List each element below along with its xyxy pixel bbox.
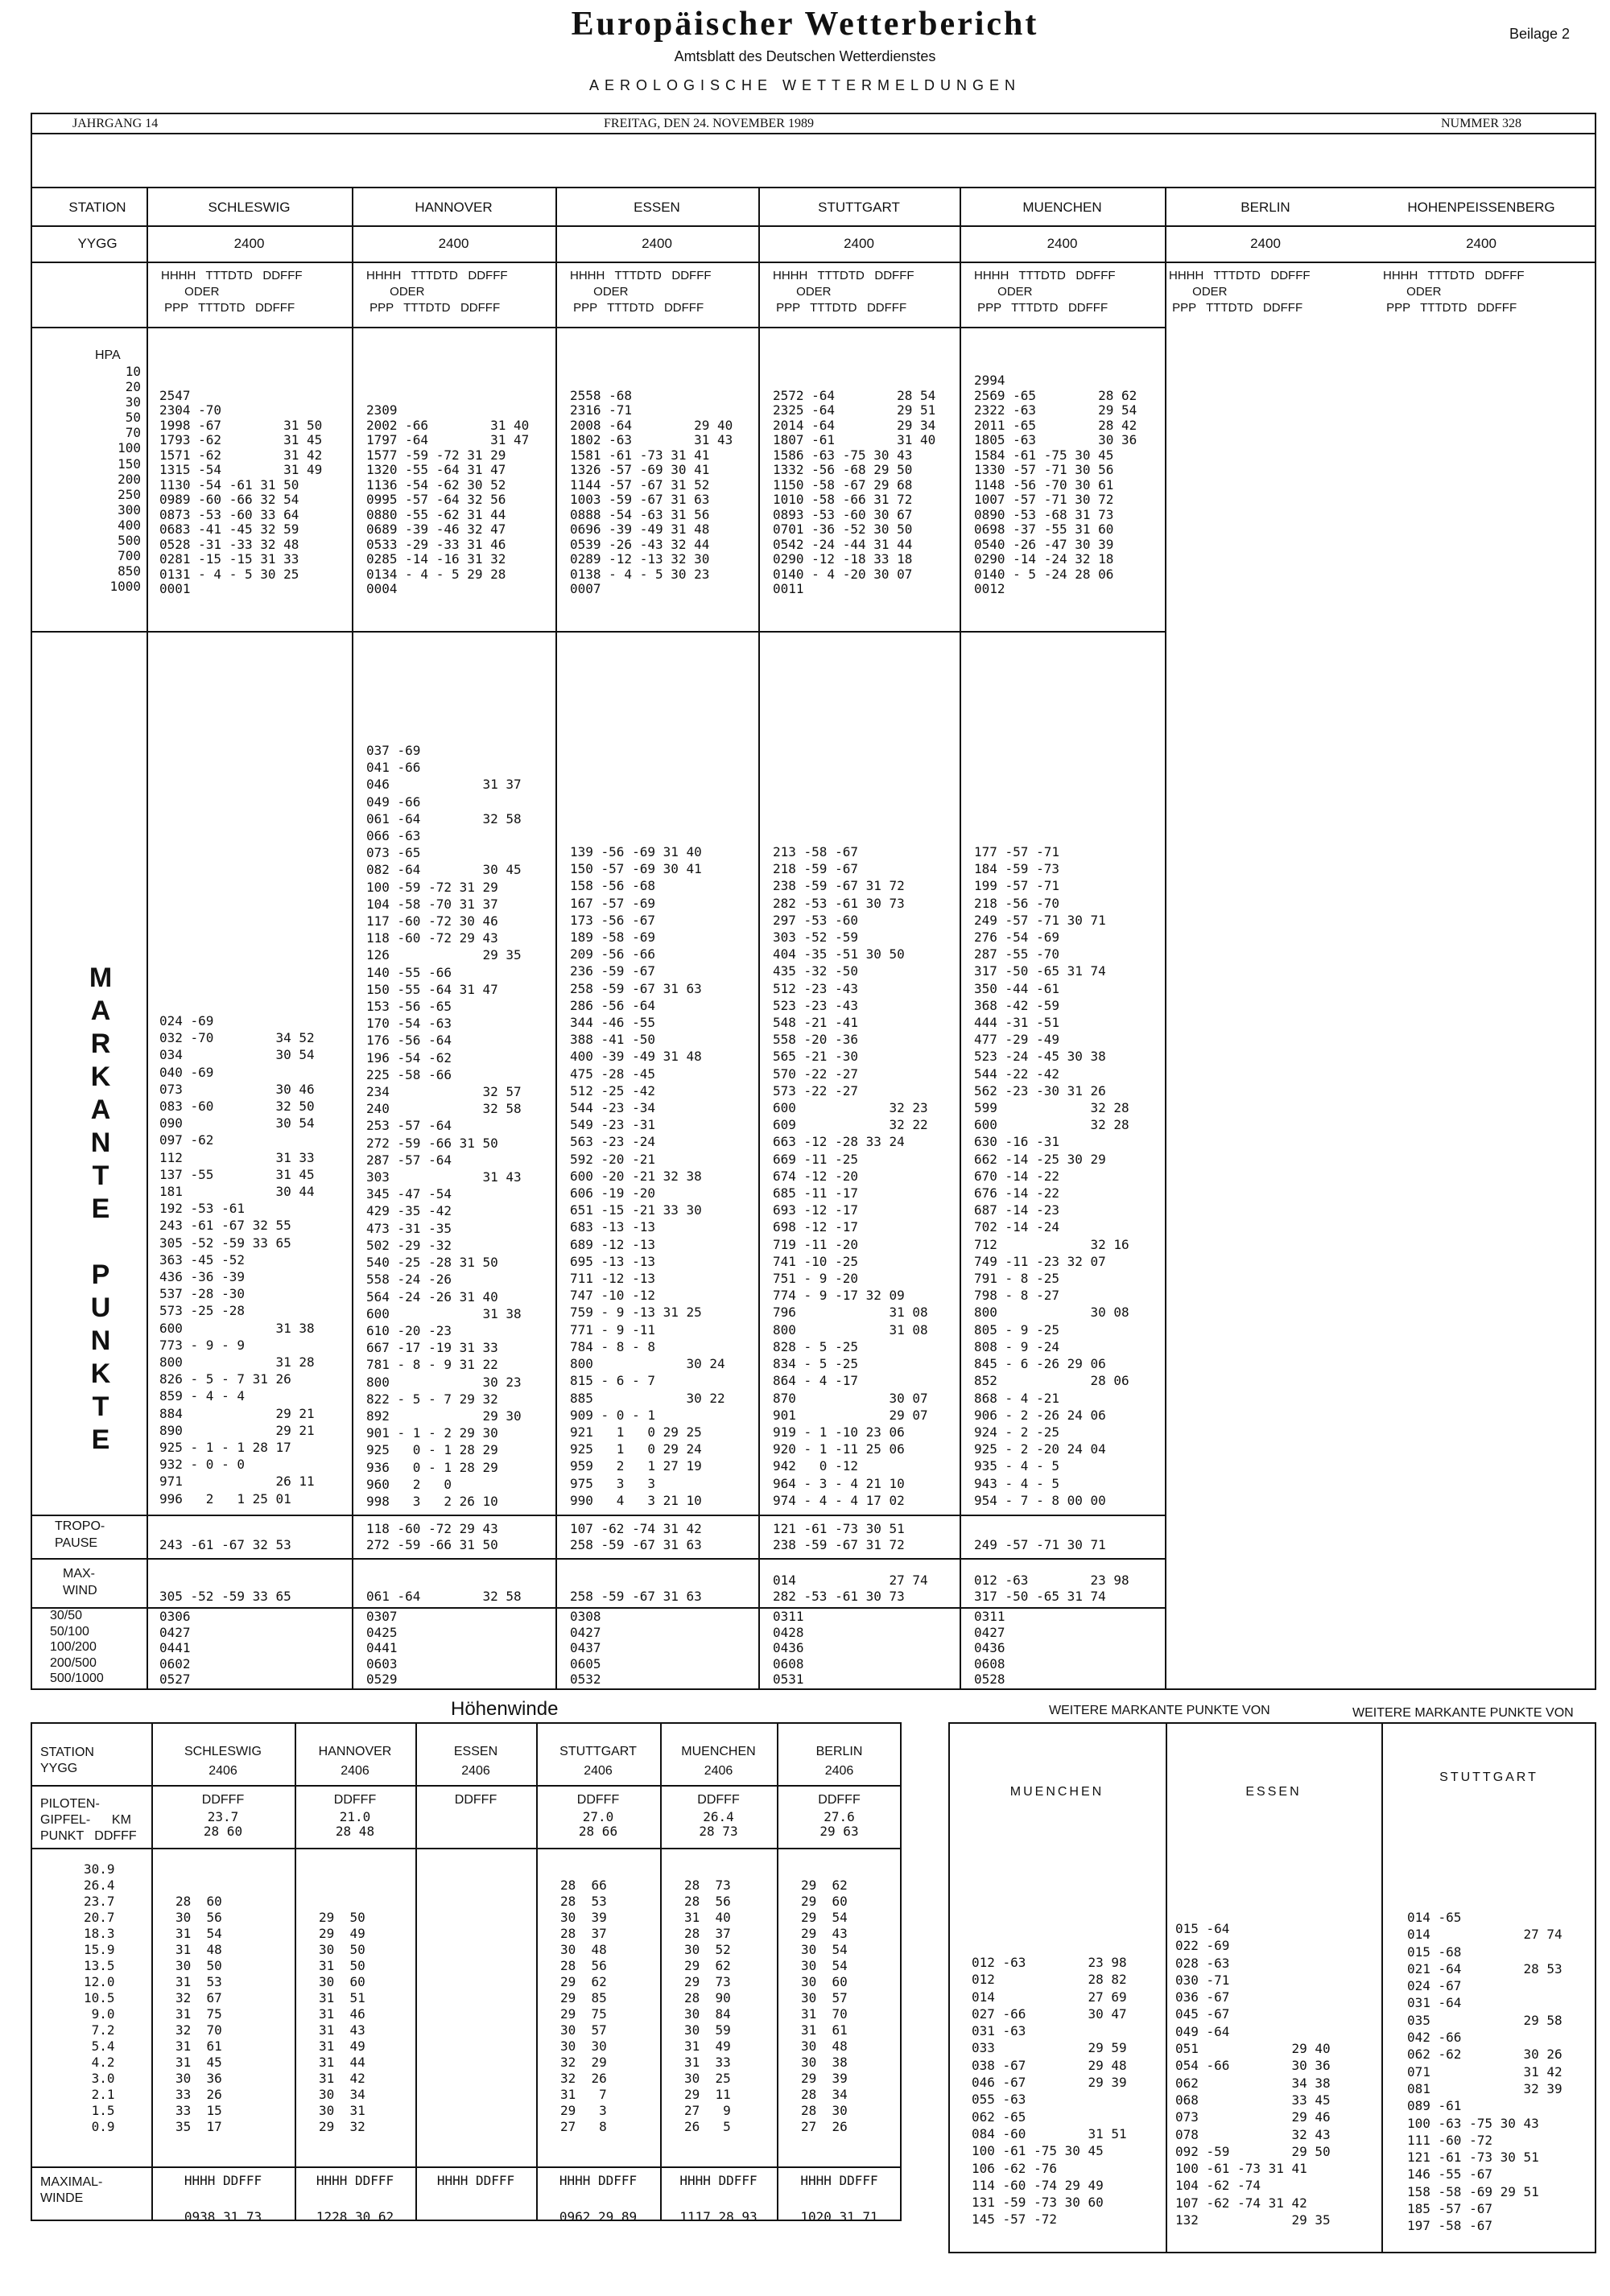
column-subheader: HHHH TTTDTD DDFFF ODER PPP TTTDTD DDFFF — [974, 269, 1116, 315]
hw-station-yygg: 2406 — [824, 1764, 854, 1778]
markante-punkte-label — [85, 962, 117, 1457]
maxwind-stuttgart: 014 27 74 282 -53 -61 30 73 — [773, 1573, 928, 1604]
hw-station-name: BERLIN — [815, 1745, 863, 1758]
hw-pilot-km: 21.0 — [339, 1809, 371, 1824]
hw-column-data: 28 73 28 56 31 40 28 37 30 52 29 62 29 73 28 90 30 84 30 59 31 49 31 33 30 25 29 11 27 9 26 5 — [684, 1878, 731, 2134]
hw-pilot-km: 26.4 — [703, 1809, 734, 1824]
hw-maximal-value: 0938 31 73 — [184, 2209, 262, 2224]
beilage-label: Beilage 2 — [1509, 26, 1570, 42]
weitere-station-name: ESSEN — [1245, 1785, 1302, 1799]
station-name: MUENCHEN — [1022, 200, 1102, 215]
hw-station-name: HANNOVER — [318, 1745, 392, 1758]
station-label: STATION — [68, 200, 126, 215]
station-name: STUTTGART — [818, 200, 900, 215]
hw-station-name: SCHLESWIG — [184, 1745, 262, 1758]
weitere-essen-data: 015 -64 022 -69 028 -63 030 -71 036 -67 045 -67 049 -64 051 29 40 054 -66 30 36 062 34 38 068 33 45 073 29 46 078 32 43 092 -59 29 50 100 -61 -73 31 41 104 -62 -74 107 -62 -74 31 42 132 29 35 — [1175, 1921, 1331, 2228]
hw-pilot-km: 27.0 — [582, 1809, 614, 1824]
hw-station-yygg: 2406 — [461, 1764, 490, 1778]
hw-ddfff-label: DDFFF — [201, 1793, 245, 1807]
markante-letter: T — [92, 1391, 109, 1422]
markante-letter — [85, 1226, 117, 1259]
markante-stuttgart: 213 -58 -67 218 -59 -67 238 -59 -67 31 72 282 -53 -61 30 73 297 -53 -60 303 -52 -59 404 -35 -51 30 50 435 -32 -50 512 -23 -43 523 -23 -43 548 -21 -41 558 -20 -36 565 -21 -30 570 -22 -27 573 -22 -27 600 32 23 609 32 22 663 -12 -28 33 24 669 -11 -25 674 -12 -20 685 -11 -17 693 -12 -17 698 -12 -17 719 -11 -20 741 -10 -25 751 - 9 -20 774 - 9 -17 32 09 796 31 08 800 31 08 828 - 5 -25 834 - 5 -25 864 - 4 -17 870 30 07 901 29 07 919 - 1 -10 23 06 920 - 1 -11 25 06 942 0 -12 964 - 3 - 4 21 10 974 - 4 - 4 17 02 — [773, 844, 928, 1508]
hw-pilot-top: 28 66 — [578, 1824, 618, 1839]
yygg-value: 2400 — [1250, 236, 1281, 251]
hw-maximal-header: HHHH DDFFF — [800, 2173, 878, 2188]
markante-letter: E — [91, 1193, 110, 1224]
maxwind-schleswig: 305 -52 -59 33 65 — [159, 1589, 291, 1604]
hw-pilot-km: 27.6 — [824, 1809, 855, 1824]
hw-ddfff-label: DDFFF — [697, 1793, 740, 1807]
hw-maximal-value: 0962 29 89 — [559, 2209, 638, 2224]
hw-maximal-value: 1020 31 71 — [800, 2209, 878, 2224]
markante-letter: K — [90, 1061, 111, 1092]
station-name: HOHENPEISSENBERG — [1407, 200, 1555, 215]
markante-letter: U — [90, 1292, 111, 1323]
markante-letter: E — [91, 1424, 110, 1455]
yygg-value: 2400 — [233, 236, 265, 251]
hw-pilot-km: 23.7 — [207, 1809, 239, 1824]
tropo-hannover: 118 -60 -72 29 43 272 -59 -66 31 50 — [366, 1521, 498, 1552]
yygg-value: 2400 — [844, 236, 874, 251]
issue-date: FREITAG, DEN 24. NOVEMBER 1989 — [604, 117, 814, 130]
hw-pilot-top: 29 63 — [819, 1824, 859, 1839]
weitere-stuttgart-data: 014 -65 014 27 74 015 -68 021 -64 28 53 024 -67 031 -64 035 29 58 042 -66 062 -62 30 26 071 31 42 081 32 39 089 -61 100 -63 -75 30 43 111 -60 -72 121 -61 -73 30 51 146 -55 -67 158 -58 -69 29 51 185 -57 -67 197 -58 -67 — [1407, 1910, 1563, 2234]
shear-muenchen: 0311 0427 0436 0608 0528 — [974, 1609, 1005, 1687]
column-subheader: HHHH TTTDTD DDFFF ODER PPP TTTDTD DDFFF — [366, 269, 508, 315]
weitere-title-1: WEITERE MARKANTE PUNKTE VON — [1049, 1704, 1270, 1717]
jahrgang: JAHRGANG 14 — [72, 117, 159, 130]
yygg-label: YYGG — [77, 236, 118, 251]
hw-pilot-label: PILOTEN- GIPFEL- KM PUNKT DDFFF — [40, 1797, 137, 1843]
markante-letter: T — [92, 1160, 109, 1191]
hw-column-data: 29 62 29 60 29 54 29 43 30 54 30 54 30 60 30 57 31 70 31 61 30 48 30 38 29 39 28 34 28 30 27 26 — [801, 1878, 848, 2134]
markante-letter: N — [90, 1325, 111, 1356]
maxwind-muenchen: 012 -63 23 98 317 -50 -65 31 74 — [974, 1573, 1129, 1604]
hw-column-data: 28 60 30 56 31 54 31 48 30 50 31 53 32 67 31 75 32 70 31 61 31 45 30 36 33 26 33 15 35 17 — [175, 1894, 222, 2134]
markante-letter: M — [89, 963, 113, 993]
hw-levels: 30.9 26.4 23.7 20.7 18.3 15.9 13.5 12.0 10.5 9.0 7.2 5.4 4.2 3.0 2.1 1.5 0.9 — [84, 1861, 115, 2134]
tropopause-label: TROPO- PAUSE — [55, 1519, 105, 1550]
markante-letter: K — [90, 1358, 111, 1389]
station-name: HANNOVER — [415, 200, 493, 215]
section-title: AEROLOGISCHE WETTERMELDUNGEN — [588, 77, 1022, 93]
hw-maximal-header: HHHH DDFFF — [679, 2173, 758, 2188]
column-subheader: HHHH TTTDTD DDFFF ODER PPP TTTDTD DDFFF — [161, 269, 303, 315]
markante-letter: N — [90, 1127, 111, 1158]
hw-station-name: ESSEN — [453, 1745, 498, 1758]
hw-maximal-header: HHHH DDFFF — [316, 2173, 394, 2188]
markante-letter: R — [90, 1028, 111, 1059]
shear-labels: 30/50 50/100 100/200 200/500 500/1000 — [50, 1609, 104, 1685]
hw-station-yygg: 2406 — [341, 1764, 369, 1778]
yygg-value: 2400 — [1046, 236, 1078, 251]
markante-muenchen: 177 -57 -71 184 -59 -73 199 -57 -71 218 -56 -70 249 -57 -71 30 71 276 -54 -69 287 -55 -70 317 -50 -65 31 74 350 -44 -61 368 -42 -59 444 -31 -51 477 -29 -49 523 -24 -45 30 38 544 -22 -42 562 -23 -30 31 26 599 32 28 600 32 28 630 -16 -31 662 -14 -25 30 29 670 -14 -22 676 -14 -22 687 -14 -23 702 -14 -24 712 32 16 749 -11 -23 32 07 791 - 8 -25 798 - 8 -27 800 30 08 805 - 9 -25 808 - 9 -24 845 - 6 -26 29 06 852 28 06 868 - 4 -21 906 - 2 -26 24 06 924 - 2 -25 925 - 2 -20 24 04 935 - 4 - 5 943 - 4 - 5 954 - 7 - 8 00 00 — [974, 844, 1129, 1508]
station-name: BERLIN — [1241, 200, 1290, 215]
hpa-label: HPA — [95, 348, 121, 362]
column-subheader: HHHH TTTDTD DDFFF ODER PPP TTTDTD DDFFF — [773, 269, 914, 315]
hw-column-data: 28 66 28 53 30 39 28 37 30 48 28 56 29 62 29 85 29 75 30 57 30 30 32 29 32 26 31 7 29 3 27 8 — [560, 1878, 607, 2134]
hw-station-yygg: 2406 — [584, 1764, 613, 1778]
shear-schleswig: 0306 0427 0441 0602 0527 — [159, 1609, 191, 1687]
standard-levels-muenchen: 2994 2569 -65 28 62 2322 -63 29 54 2011 -65 28 42 1805 -63 30 36 1584 -61 -75 30 45 1330 -57 -71 30 56 1148 -56 -70 30 61 1007 -57 -71 30 72 0890 -53 -68 31 73 0698 -37 -55 31 60 0540 -26 -47 30 39 0290 -14 -24 32 18 0140 - 5 -24 28 06 0012 — [974, 373, 1137, 596]
tropo-stuttgart: 121 -61 -73 30 51 238 -59 -67 31 72 — [773, 1521, 905, 1552]
yygg-value: 2400 — [1466, 236, 1496, 251]
newspaper-title: Europäischer Wetterbericht — [571, 6, 1039, 43]
shear-essen: 0308 0427 0437 0605 0532 — [570, 1609, 601, 1687]
hw-station-name: STUTTGART — [559, 1745, 637, 1758]
weitere-muenchen-data: 012 -63 23 98 012 28 82 014 27 69 027 -66 30 47 031 -63 033 29 59 038 -67 29 48 046 -67 29 39 055 -63 062 -65 084 -60 31 51 100 -61 -75 30 45 106 -62 -76 114 -60 -74 29 49 131 -59 -73 30 60 145 -57 -72 — [972, 1955, 1127, 2228]
hw-station-name: MUENCHEN — [681, 1745, 756, 1758]
hw-maximal-header: HHHH DDFFF — [436, 2173, 515, 2188]
hw-maximal-value: 1117 28 93 — [679, 2209, 758, 2224]
markante-schleswig: 024 -69 032 -70 34 52 034 30 54 040 -69 073 30 46 083 -60 32 50 090 30 54 097 -62 112 31 33 137 -55 31 45 181 30 44 192 -53 -61 243 -61 -67 32 55 305 -52 -59 33 65 363 -45 -52 436 -36 -39 537 -28 -30 573 -25 -28 600 31 38 773 - 9 - 9 800 31 28 826 - 5 - 7 31 26 859 - 4 - 4 884 29 21 890 29 21 925 - 1 - 1 28 17 932 - 0 - 0 971 26 11 996 2 1 25 01 — [159, 1013, 315, 1507]
station-name: ESSEN — [634, 200, 680, 215]
maxwind-essen: 258 -59 -67 31 63 — [570, 1589, 702, 1604]
hw-ddfff-label: DDFFF — [454, 1793, 497, 1807]
yygg-value: 2400 — [438, 236, 469, 251]
column-subheader: HHHH TTTDTD DDFFF ODER PPP TTTDTD DDFFF — [1169, 269, 1311, 315]
hw-ddfff-label: DDFFF — [333, 1793, 377, 1807]
markante-letter: A — [90, 995, 111, 1026]
standard-levels-hannover: 2309 2002 -66 31 40 1797 -64 31 47 1577 -59 -72 31 29 1320 -55 -64 31 47 1136 -54 -62 30 52 0995 -57 -64 32 56 0880 -55 -62 31 44 0689 -39 -46 32 47 0533 -29 -33 31 46 0285 -14 -16 31 32 0134 - 4 - 5 29 28 0004 — [366, 402, 530, 596]
hw-station-yygg: 2406 — [704, 1764, 733, 1778]
hw-ddfff-label: DDFFF — [818, 1793, 861, 1807]
hw-maximal-label: MAXIMAL- WINDE — [40, 2175, 103, 2205]
hoehenwinde-title: Höhenwinde — [451, 1698, 559, 1720]
shear-stuttgart: 0311 0428 0436 0608 0531 — [773, 1609, 804, 1687]
weitere-title-2: WEITERE MARKANTE PUNKTE VON — [1352, 1706, 1574, 1720]
markante-letter: A — [90, 1094, 111, 1125]
weitere-station-name: MUENCHEN — [1009, 1785, 1104, 1799]
hw-column-data: 29 50 29 49 30 50 31 50 30 60 31 51 31 46 31 43 31 49 31 44 31 42 30 34 30 31 29 32 — [319, 1910, 365, 2134]
markante-letter: P — [91, 1259, 110, 1290]
hw-pilot-top: 28 73 — [699, 1824, 738, 1839]
maxwind-label: MAX- WIND — [63, 1567, 97, 1597]
markante-essen: 139 -56 -69 31 40 150 -57 -69 30 41 158 -56 -68 167 -57 -69 173 -56 -67 189 -58 -69 209 -56 -66 236 -59 -67 258 -59 -67 31 63 286 -56 -64 344 -46 -55 388 -41 -50 400 -39 -49 31 48 475 -28 -45 512 -25 -42 544 -23 -34 549 -23 -31 563 -23 -24 592 -20 -21 600 -20 -21 32 38 606 -19 -20 651 -15 -21 33 30 683 -13 -13 689 -12 -13 695 -13 -13 711 -12 -13 747 -10 -12 759 - 9 -13 31 25 771 - 9 -11 784 - 8 - 8 800 30 24 815 - 6 - 7 885 30 22 909 - 0 - 1 921 1 0 29 25 925 1 0 29 24 959 2 1 27 19 975 3 3 990 4 3 21 10 — [570, 844, 725, 1508]
maxwind-hannover: 061 -64 32 58 — [366, 1589, 522, 1604]
standard-levels-stuttgart: 2572 -64 28 54 2325 -64 29 51 2014 -64 29 34 1807 -61 31 40 1586 -63 -75 30 43 1332 -56 -68 29 50 1150 -58 -67 29 68 1010 -58 -66 31 72 0893 -53 -60 30 67 0701 -36 -52 30 50 0542 -24 -44 31 44 0290 -12 -18 33 18 0140 - 4 -20 30 07 0011 — [773, 387, 936, 596]
tropo-muenchen: 249 -57 -71 30 71 — [974, 1537, 1106, 1552]
standard-levels-schleswig: 2547 2304 -70 1998 -67 31 50 1793 -62 31 45 1571 -62 31 42 1315 -54 31 49 1130 -54 -61 31 50 0989 -60 -66 32 54 0873 -53 -60 33 64 0683 -41 -45 32 59 0528 -31 -33 32 48 0281 -15 -15 31 33 0131 - 4 - 5 30 25 0001 — [159, 387, 323, 596]
hw-maximal-value: 1228 30 62 — [316, 2209, 394, 2224]
issue-number: NUMMER 328 — [1441, 117, 1522, 130]
hw-maximal-header: HHHH DDFFF — [559, 2173, 638, 2188]
hpa-levels: 10 20 30 50 70 100 150 200 250 300 400 500 700 850 1000 — [109, 364, 141, 595]
hw-maximal-header: HHHH DDFFF — [184, 2173, 262, 2188]
yygg-value: 2400 — [642, 236, 672, 251]
column-subheader: HHHH TTTDTD DDFFF ODER PPP TTTDTD DDFFF — [1383, 269, 1525, 315]
markante-hannover: 037 -69 041 -66 046 31 37 049 -66 061 -64 32 58 066 -63 073 -65 082 -64 30 45 100 -59 -72 31 29 104 -58 -70 31 37 117 -60 -72 30 46 118 -60 -72 29 43 126 29 35 140 -55 -66 150 -55 -64 31 47 153 -56 -65 170 -54 -63 176 -56 -64 196 -54 -62 225 -58 -66 234 32 57 240 32 58 253 -57 -64 272 -59 -66 31 50 287 -57 -64 303 31 43 345 -47 -54 429 -35 -42 473 -31 -35 502 -29 -32 540 -25 -28 31 50 558 -24 -26 564 -24 -26 31 40 600 31 38 610 -20 -23 667 -17 -19 31 33 781 - 8 - 9 31 22 800 30 23 822 - 5 - 7 29 32 892 29 30 901 - 1 - 2 29 30 925 0 - 1 28 29 936 0 - 1 28 29 960 2 0 998 3 2 26 10 — [366, 743, 522, 1509]
subtitle: Amtsblatt des Deutschen Wetterdienstes — [674, 48, 936, 64]
hw-station-label: STATION YYGG — [40, 1746, 94, 1775]
station-name: SCHLESWIG — [208, 200, 291, 215]
tropo-schleswig: 243 -61 -67 32 53 — [159, 1537, 291, 1552]
tropo-essen: 107 -62 -74 31 42 258 -59 -67 31 63 — [570, 1521, 702, 1552]
hw-ddfff-label: DDFFF — [576, 1793, 620, 1807]
hw-station-yygg: 2406 — [208, 1764, 237, 1778]
hw-pilot-top: 28 60 — [203, 1824, 243, 1839]
hw-pilot-top: 28 48 — [335, 1824, 375, 1839]
column-subheader: HHHH TTTDTD DDFFF ODER PPP TTTDTD DDFFF — [570, 269, 712, 315]
weitere-station-name: STUTTGART — [1439, 1770, 1538, 1784]
standard-levels-essen: 2558 -68 2316 -71 2008 -64 29 40 1802 -63 31 43 1581 -61 -73 31 41 1326 -57 -69 30 41 1144 -57 -67 31 52 1003 -59 -67 31 63 0888 -54 -63 31 56 0696 -39 -49 31 48 0539 -26 -43 32 44 0289 -12 -13 32 30 0138 - 4 - 5 30 23 0007 — [570, 387, 733, 596]
shear-hannover: 0307 0425 0441 0603 0529 — [366, 1609, 398, 1687]
